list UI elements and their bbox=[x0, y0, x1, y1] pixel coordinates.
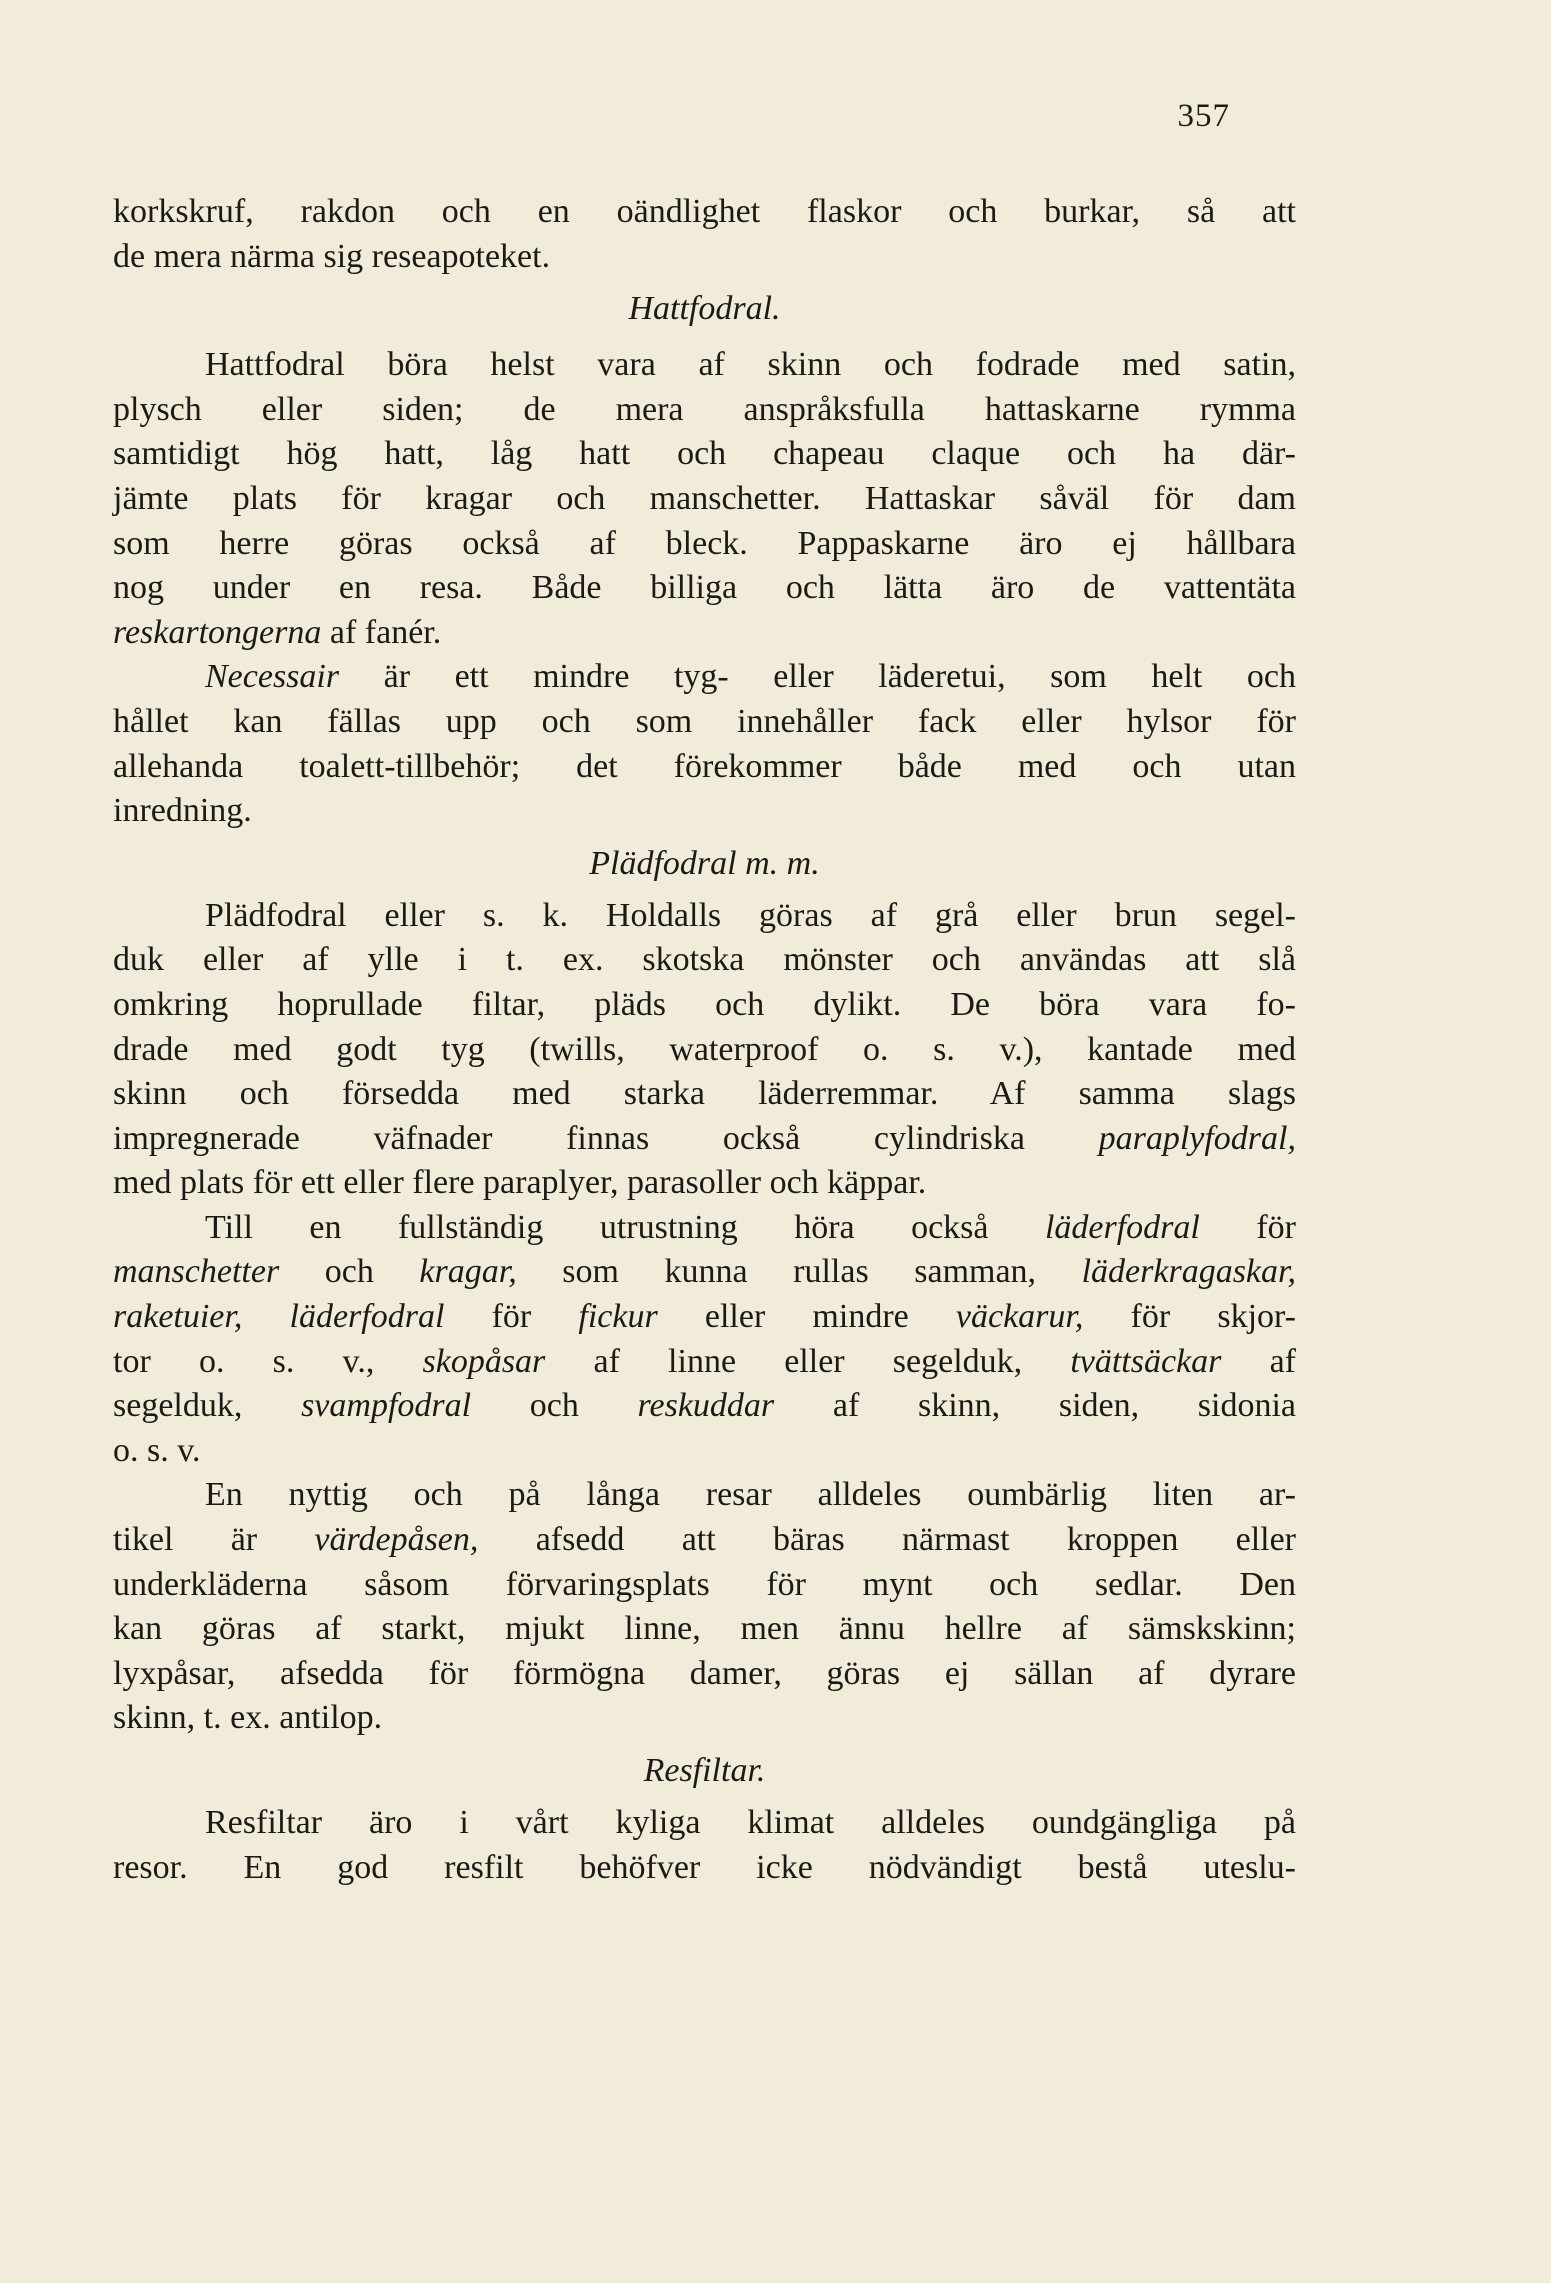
section-heading-hattfodral: Hattfodral. bbox=[628, 290, 781, 328]
page-number: 357 bbox=[1177, 98, 1230, 134]
text-line: Necessair är ett mindre tyg- eller läderetui, som helt och bbox=[205, 658, 1296, 696]
text-line: reskartongerna af fanér. bbox=[113, 613, 442, 651]
text-line: kan göras af starkt, mjukt linne, men ännu hellre af sämskskinn; bbox=[113, 1610, 1296, 1648]
italic-term: värdepåsen, bbox=[314, 1521, 479, 1559]
italic-term: tvättsäckar bbox=[1070, 1342, 1222, 1380]
text-line: segelduk, svampfodral och reskuddar af skinn, siden, sidonia bbox=[113, 1387, 1297, 1425]
text-line: skinn och försedda med starka läderremmar. Af samma slags bbox=[113, 1075, 1296, 1113]
text-line: En nyttig och på långa resar alldeles oumbärlig liten ar- bbox=[205, 1476, 1296, 1514]
italic-term: läderkragaskar, bbox=[1081, 1253, 1296, 1291]
italic-term: svampfodral bbox=[301, 1387, 472, 1425]
italic-term: väckarur, bbox=[955, 1298, 1084, 1336]
text-line: korkskruf, rakdon och en oändlighet flaskor och burkar, så att bbox=[113, 193, 1296, 230]
italic-term: läderfodral bbox=[1044, 1208, 1200, 1246]
text-line: samtidigt hög hatt, låg hatt och chapeau claque och ha där- bbox=[113, 435, 1296, 473]
section-heading-pladfodral: Plädfodral m. m. bbox=[589, 844, 820, 882]
italic-term: reskartongerna bbox=[113, 613, 322, 651]
text-line: som herre göras också af bleck. Pappaskarne äro ej hållbara bbox=[113, 524, 1296, 562]
text-line: o. s. v. bbox=[113, 1431, 201, 1469]
text-line: Resfiltar äro i vårt kyliga klimat alldeles oundgängliga på bbox=[205, 1804, 1296, 1841]
text-line: med plats för ett eller flere paraplyer, parasoller och käppar. bbox=[113, 1164, 927, 1202]
text-line: de mera närma sig reseapoteket. bbox=[113, 237, 551, 275]
text-line: underkläderna såsom förvaringsplats för mynt och sedlar. Den bbox=[113, 1565, 1296, 1603]
text-line: tor o. s. v., skopåsar af linne eller segelduk, tvättsäckar af bbox=[113, 1342, 1296, 1380]
text-line: impregnerade väfnader finnas också cylindriska paraplyfodral, bbox=[113, 1119, 1296, 1157]
italic-term: fickur bbox=[578, 1298, 658, 1336]
text-line: duk eller af ylle i t. ex. skotska mönster och användas att slå bbox=[113, 941, 1296, 979]
italic-term: manschetter bbox=[113, 1253, 280, 1291]
italic-term: reskuddar bbox=[637, 1387, 775, 1425]
text-line: tikel är värdepåsen, afsedd att bäras närmast kroppen eller bbox=[113, 1521, 1296, 1559]
text-line: jämte plats för kragar och manschetter. Hattaskar såväl för dam bbox=[113, 479, 1296, 517]
text-line: Plädfodral eller s. k. Holdalls göras af grå eller brun segel- bbox=[205, 896, 1296, 934]
text-line: hållet kan fällas upp och som innehåller fack eller hylsor för bbox=[113, 702, 1296, 740]
italic-term: Necessair bbox=[205, 658, 340, 696]
text-line: lyxpåsar, afsedda för förmögna damer, göras ej sällan af dyrare bbox=[113, 1654, 1296, 1692]
page-body bbox=[113, 190, 1296, 1890]
italic-term: kragar, bbox=[419, 1253, 517, 1291]
text-line: nog under en resa. Både billiga och lätta äro de vattentäta bbox=[113, 569, 1296, 607]
text-line: inredning. bbox=[113, 792, 252, 830]
text-line: Hattfodral böra helst vara af skinn och fodrade med satin, bbox=[205, 346, 1296, 384]
text-line: skinn, t. ex. antilop. bbox=[113, 1699, 383, 1737]
text-line: Till en fullständig utrustning höra också läderfodral för bbox=[205, 1208, 1296, 1246]
text-line: drade med godt tyg (twills, waterproof o. s. v.), kantade med bbox=[113, 1030, 1296, 1068]
text-line: plysch eller siden; de mera anspråksfulla hattaskarne rymma bbox=[113, 390, 1296, 428]
italic-term: skopåsar bbox=[422, 1342, 546, 1380]
text-line: allehanda toalett-tillbehör; det förekommer både med och utan bbox=[113, 747, 1296, 785]
text-line: raketuier, läderfodral för fickur eller mindre väckarur, för skjor- bbox=[113, 1298, 1296, 1336]
text-line: omkring hoprullade filtar, pläds och dylikt. De böra vara fo- bbox=[113, 985, 1296, 1023]
text-line: resor. En god resfilt behöfver icke nödvändigt bestå uteslu- bbox=[113, 1848, 1296, 1886]
italic-term: raketuier, läderfodral bbox=[113, 1298, 445, 1336]
text-line: manschetter och kragar, som kunna rullas samman, läderkragaskar, bbox=[113, 1253, 1296, 1291]
section-heading-resfiltar: Resfiltar. bbox=[643, 1752, 766, 1789]
italic-term: paraplyfodral, bbox=[1098, 1119, 1296, 1157]
